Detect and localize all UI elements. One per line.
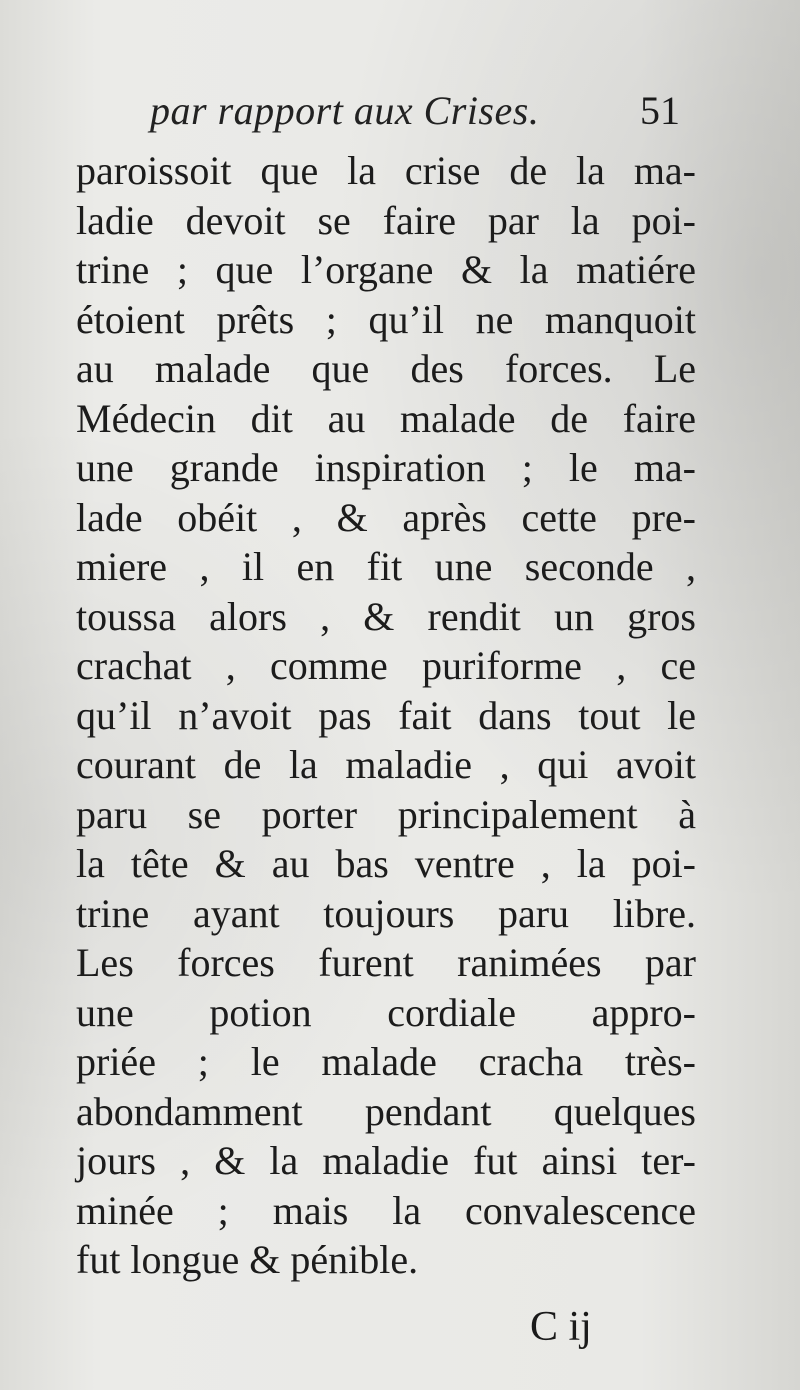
text-line: trine ayant toujours paru libre. [76,890,696,936]
text-line: Médecin dit au malade de faire [76,395,696,441]
running-head [150,88,680,134]
text-line: toussa alors , & rendit un gros [76,593,696,639]
running-title: par rapport aux Crises. [150,88,540,133]
text-line: une grande inspiration ; le ma- [76,445,696,490]
text-line: au malade que des forces. Le [76,346,696,391]
text-line: courant de la maladie , qui avoit [76,742,696,787]
text-line: paru se porter principalement à [76,791,696,837]
text-line-last: fut longue & pénible. [76,1237,419,1282]
text-line: qu’il n’avoit pas fait dans tout le [76,692,696,738]
page-number: 51 [640,88,680,133]
text-line: trine ; que l’organe & la matiére [76,247,696,292]
text-line: abondamment pendant quelques [76,1088,696,1134]
text-line: paroissoit que la crise de la ma- [76,148,696,193]
signature-mark: C ij [530,1304,592,1350]
text-line: crachat , comme puriforme , ce [76,643,696,688]
text-line: jours , & la maladie fut ainsi ter- [76,1138,696,1183]
text-line: minée ; mais la convalescence [76,1187,696,1233]
text-line: une potion cordiale appro- [76,989,696,1035]
body-text [76,146,696,1285]
text-line: lade obéit , & après cette pre- [76,494,696,540]
text-line: la tête & au bas ventre , la poi- [76,841,696,886]
text-line: ladie devoit se faire par la poi- [76,197,696,243]
text-line: miere , il en fit une seconde , [76,544,696,589]
text-line: étoient prêts ; qu’il ne manquoit [76,296,696,342]
text-line: Les forces furent ranimées par [76,940,696,985]
text-line: priée ; le malade cracha très- [76,1039,696,1084]
